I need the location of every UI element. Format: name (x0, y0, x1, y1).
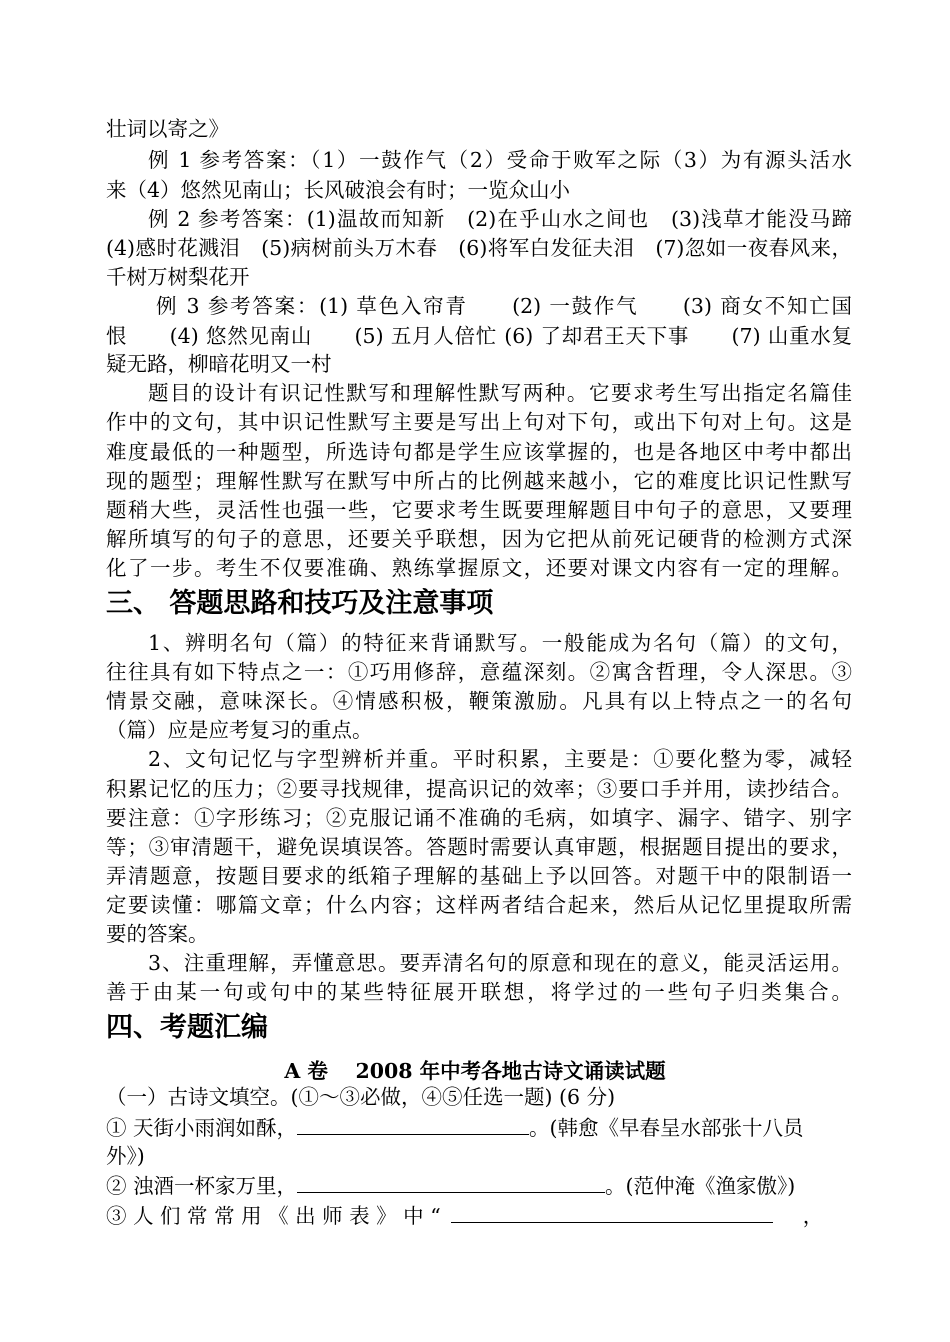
question-text: 。(范仲淹《渔家傲》) (605, 1174, 796, 1198)
paragraph-line: （篇）应是应考复习的重点。 (106, 718, 373, 742)
question-instruction: （一）古诗文填空。(①～③必做，④⑤任选一题) (6 分) (106, 1085, 616, 1109)
question-text: ， (802, 1204, 824, 1228)
text-line: 疑无路，柳暗花明又一村 (106, 352, 332, 376)
paragraph-line: 化了一步。考生不仅要准确、熟练掌握原文，还要对课文内容有一定的理解。 (106, 556, 852, 580)
answer-example-2: 例 2 参考答案：(1)温故而知新 (2)在乎山水之间也 (3)浅草才能没马蹄 (148, 207, 852, 231)
text-line: 恨 (4) 悠然见南山 (5) 五月人倍忙 (6) 了却君王天下事 (7) 山重水复 (106, 324, 852, 348)
question-text: ② 浊酒一杯家万里， (106, 1174, 298, 1198)
paragraph-line: 善于由某一句或句中的某些特征展开联想，将学过的一些句子归类集合。 (106, 980, 852, 1004)
paragraph-line: 作中的文句，其中识记性默写主要是写出上句对下句，或出下句对上句。这是 (106, 410, 852, 434)
paragraph-line: 定要读懂：哪篇文章；什么内容；这样两者结合起来，然后从记忆里提取所需 (106, 893, 852, 917)
paragraph-line: 现的题型；理解性默写在默写中所占的比例越来越小，它的难度比识记性默写 (106, 469, 852, 493)
fill-question-3 (106, 1200, 852, 1231)
paragraph-line: 解所填写的句子的意思，还要关乎联想，因为它把从前死记硬背的检测方式深 (106, 527, 852, 551)
answer-blank[interactable] (297, 1112, 529, 1135)
paragraph-line: 难度最低的一种题型，所选诗句都是学生应该掌握的，也是各地区中考中都出 (106, 440, 852, 464)
fill-question-2 (106, 1170, 852, 1201)
paragraph-line: 往往具有如下特点之一：①巧用修辞，意蕴深刻。②寓含哲理，令人深思。③ (106, 660, 852, 684)
fill-question-1 (106, 1112, 852, 1143)
paragraph-line: 2、文句记忆与字型辨析并重。平时积累，主要是：①要化整为零，减轻 (148, 747, 852, 771)
answer-example-1: 例 1 参考答案：（1）一鼓作气（2）受命于败军之际（3）为有源头活水 (148, 148, 852, 172)
paragraph-line: 题稍大些，灵活性也强一些，它要求考生既要理解题目中句子的意思，又要理 (106, 498, 852, 522)
answer-example-3: 例 3 参考答案：(1) 草色入帘青 (2) 一鼓作气 (3) 商女不知亡国 (156, 294, 852, 318)
text-line: (4)感时花溅泪 (5)病树前头万木春 (6)将军白发征夫泪 (7)忽如一夜春风来， (106, 236, 852, 260)
paragraph-line: 等；③审清题干，避免误填误答。答题时需要认真审题，根据题目提出的要求， (106, 835, 852, 859)
paragraph-line: 积累记忆的压力；②要寻找规律，提高识记的效率；③要口手并用，读抄结合。 (106, 777, 852, 801)
question-text: ③ 人 们 常 常 用 《 出 师 表 》 中 “ (106, 1204, 441, 1228)
paragraph-line: 弄清题意，按题目要求的纸箱子理解的基础上予以回答。对题干中的限制语一 (106, 864, 852, 888)
paragraph-line: 题目的设计有识记性默写和理解性默写两种。它要求考生写出指定名篇佳 (148, 381, 852, 405)
paragraph-line: 1、辨明名句（篇）的特征来背诵默写。一般能成为名句（篇）的文句， (148, 631, 852, 655)
paragraph-line: 情景交融，意味深长。④情感积极，鞭策激励。凡具有以上特点之一的名句 (106, 689, 852, 713)
section-heading-4: 四、考题汇编 (106, 1012, 268, 1043)
question-text: 。(韩愈《早春呈水部张十八员 (529, 1116, 804, 1140)
text-line: 千树万树梨花开 (106, 265, 250, 289)
text-line: 外》) (106, 1144, 145, 1168)
paragraph-line: 要注意：①字形练习；②克服记诵不准确的毛病，如填字、漏字、错字、别字 (106, 806, 852, 830)
question-text: ① 天街小雨润如酥， (106, 1116, 298, 1140)
paragraph-line: 要的答案。 (106, 922, 209, 946)
exam-subtitle: A 卷 2008 年中考各地古诗文诵读试题 (284, 1059, 666, 1083)
answer-blank[interactable] (451, 1200, 773, 1223)
text-line: 来（4）悠然见南山；长风破浪会有时；一览众山小 (106, 178, 571, 202)
paragraph-line: 3、注重理解，弄懂意思。要弄清名句的原意和现在的意义，能灵活运用。 (148, 951, 852, 975)
text-line: 壮词以寄之》 (106, 117, 229, 141)
answer-blank[interactable] (297, 1170, 605, 1193)
section-heading-3: 三、 答题思路和技巧及注意事项 (106, 588, 494, 619)
